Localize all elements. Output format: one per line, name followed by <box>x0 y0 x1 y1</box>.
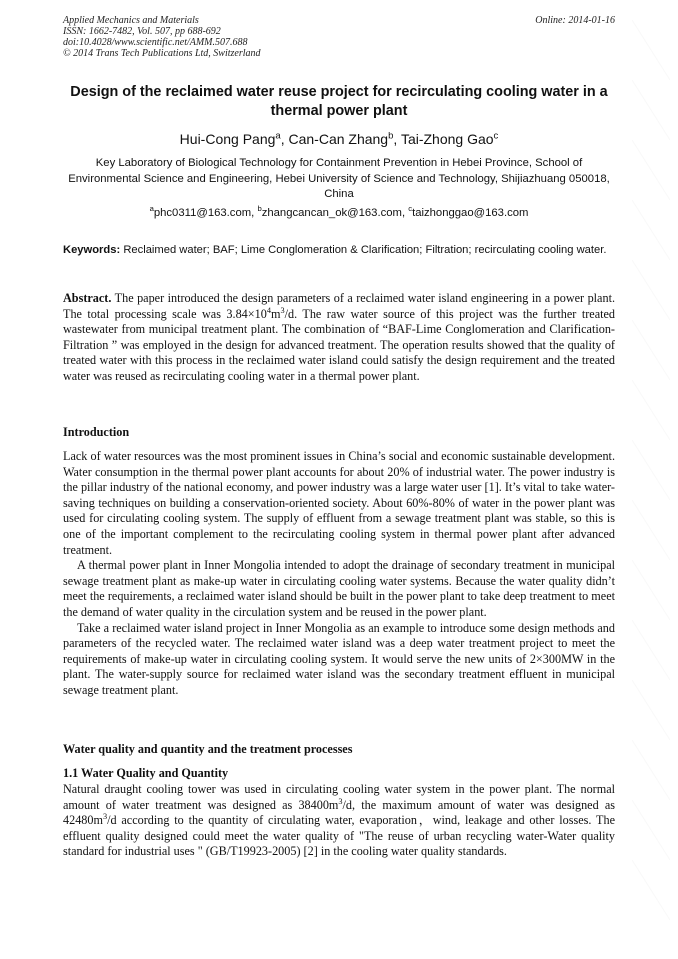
email-mark: c <box>408 204 413 214</box>
introduction-body <box>63 449 615 699</box>
journal-header <box>63 15 615 59</box>
email-address[interactable]: taizhonggao@163.com <box>412 207 529 219</box>
email-address[interactable]: phc0311@163.com <box>153 207 252 219</box>
keywords-label: Keywords: <box>63 244 121 256</box>
section-heading-introduction: Introduction <box>63 425 130 439</box>
online-date: Online: 2014-01-16 <box>535 15 615 26</box>
subsection-heading: 1.1 Water Quality and Quantity <box>63 766 229 780</box>
email-list: $^a$phc0311@163.com, $^b$zhangcancan_ok@163.com, $^c$taizhonggao@163.com <box>149 204 529 219</box>
abstract-label: Abstract. <box>63 291 112 305</box>
author-name: Hui-Cong Pang <box>179 131 276 147</box>
abstract-sup: 3 <box>280 305 285 315</box>
paragraph-text: Natural draught cooling tower was used in circulating cooling water system in the power plant. The normal amount of water treatment was designed as 38400m <box>63 782 615 812</box>
section-heading-water-quality: Water quality and quantity and the treatment processes <box>63 742 353 756</box>
email-address[interactable]: zhangcancan_ok@163.com <box>261 207 402 219</box>
author-list: Hui-Cong Pang$^a$, Can-Can Zhang$^b$, Tai-Zhong Gao$^c$ <box>179 130 499 147</box>
abstract-sup: 4 <box>266 305 271 315</box>
copyright-line: © 2014 Trans Tech Publications Ltd, Switzerland <box>63 48 261 59</box>
issn-line: ISSN: 1662-7482, Vol. 507, pp 688-692 <box>63 26 221 37</box>
subsection-body <box>63 782 615 860</box>
author-mark: a <box>275 130 281 142</box>
paragraph-sup: 3 <box>102 812 108 822</box>
author-mark: b <box>388 130 394 142</box>
paragraph: Take a reclaimed water island project in Inner Mongolia as an example to introduce some design methods and parameters of the recycled water. The reclaimed water island was a deep water treatment project to meet the requirements of make-up water in circulating cooling system. It would serve the new units of 2×300MW in the plant. The water-supply source for reclaimed water island was the secondary treatment effluent in municipal sewage treatment plant. <box>63 620 615 697</box>
keywords-text: Reclaimed water; BAF; Lime Conglomeration & Clarification; Filtration; recirculating cooling water. <box>123 244 607 256</box>
email-mark: a <box>149 204 154 214</box>
abstract-text: m <box>270 306 281 321</box>
abstract <box>63 291 615 385</box>
paragraph-text: /d, the maximum amount of water was designed as 42480m <box>63 797 615 828</box>
abstract-text: The paper introduced the design parameters of a reclaimed water island engineering in a power plant. The total processing scale was 3.84×10 <box>63 291 615 321</box>
paragraph <box>63 782 615 860</box>
paper-title: Design of the reclaimed water reuse project for recirculating cooling water in a thermal power plant <box>70 84 608 119</box>
affiliation: Key Laboratory of Biological Technology for Containment Prevention in Hebei Province, School of Environmental Science and Engineering, Hebei University of Science and Technology, Shijiazhuang 050018, China <box>68 157 610 200</box>
author-name: Can-Can Zhang <box>288 131 389 147</box>
paragraph-text: /d according to the quantity of circulating water, evaporation，wind, leakage and other losses. The effluent quality designed could meet the water quality of "The reuse of urban recycling water-Water quality standard for industrial uses " (GB/T19923-2005) [2] in the cooling water quality standards. <box>63 813 615 859</box>
doi-line: doi:10.4028/www.scientific.net/AMM.507.688 <box>63 37 248 48</box>
keywords <box>63 243 615 259</box>
email-mark: b <box>257 204 262 214</box>
paragraph-sup: 3 <box>338 796 343 806</box>
author-name: Tai-Zhong Gao <box>400 131 494 147</box>
journal-name: Applied Mechanics and Materials <box>63 15 199 26</box>
author-mark: c <box>493 130 499 142</box>
paragraph: A thermal power plant in Inner Mongolia intended to adopt the drainage of secondary treatment in municipal sewage treatment plant as make-up water in circulating cooling water systems. Because the water quality didn’t meet the requirements, a reclaimed water island should be built in the power plant to take deep treatment to meet the demand of water quality in the circulation system and be reused in the power plant. <box>63 558 615 619</box>
paragraph: Lack of water resources was the most prominent issues in China’s social and economic sustainable development. Water consumption in the thermal power plant accounts for about 20% of industrial water. The power industry is the pillar industry of the national economy, and power industry was a large water user [1]. It’s vital to take water-saving techniques on building a conservation-oriented society. About 60%-80% of water in the power plant was used for circulating cooling system. The supply of effluent from a sewage treatment plant was stable, so this is one of the important complement to the recirculating cooling system in thermal power plant after advanced treatment. <box>63 449 615 557</box>
diagonal-watermark <box>632 20 670 950</box>
abstract-text: /d. The raw water source of this project was the further treated wastewater from municipal treatment plant. The combination of “BAF-Lime Conglomeration and Clarification-Filtration ” was employed in the design for advanced treatment. The operation results showed that the quality of treated water with this process in the reclaimed water island could satisfy the design requirement and the treated water was reused as recirculating cooling water in a thermal power plant. <box>63 306 615 383</box>
